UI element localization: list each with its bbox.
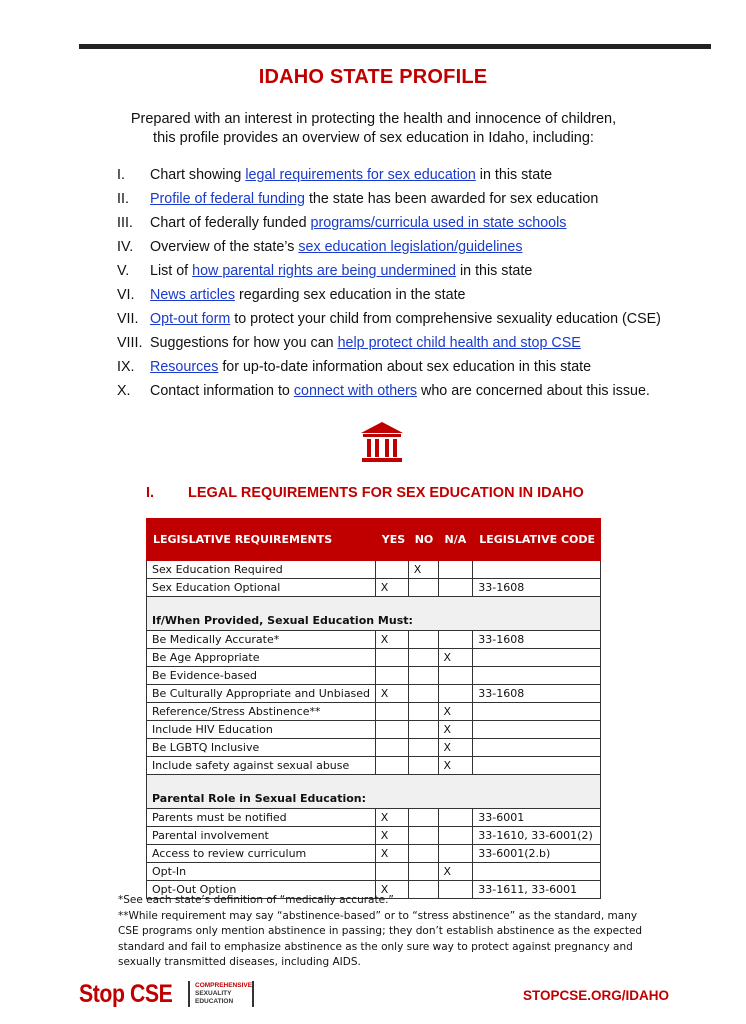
code-cell xyxy=(473,667,601,685)
requirement-cell: Be Evidence-based xyxy=(147,667,376,685)
table-row xyxy=(147,631,601,649)
table-of-contents xyxy=(117,166,717,406)
table-row xyxy=(147,827,601,845)
toc-text xyxy=(150,214,566,232)
table-row xyxy=(147,721,601,739)
code-cell xyxy=(473,649,601,667)
toc-item xyxy=(117,286,717,310)
logo-tagline xyxy=(188,981,254,1007)
top-rule xyxy=(79,44,711,49)
header-na: N/A xyxy=(438,519,473,561)
toc-item xyxy=(117,310,717,334)
toc-text xyxy=(150,166,552,184)
code-cell xyxy=(473,721,601,739)
toc-number: IX. xyxy=(117,359,135,375)
requirement-cell: Parental involvement xyxy=(147,827,376,845)
table-row xyxy=(147,863,601,881)
no-cell xyxy=(408,579,438,597)
toc-text-after: in this state xyxy=(456,263,533,279)
toc-number: VII. xyxy=(117,311,139,327)
no-cell: X xyxy=(408,561,438,579)
no-cell xyxy=(408,845,438,863)
toc-link[interactable]: Profile of federal funding xyxy=(150,191,305,207)
no-cell xyxy=(408,863,438,881)
toc-item xyxy=(117,262,717,286)
table-section-label: If/When Provided, Sexual Education Must: xyxy=(147,597,601,631)
code-cell: 33-6001(2.b) xyxy=(473,845,601,863)
no-cell xyxy=(408,649,438,667)
yes-cell xyxy=(375,863,408,881)
code-cell xyxy=(473,561,601,579)
toc-text-after: for up-to-date information about sex education in this state xyxy=(218,359,592,375)
toc-item xyxy=(117,358,717,382)
yes-cell xyxy=(375,757,408,775)
toc-link[interactable]: sex education legislation/guidelines xyxy=(298,239,523,255)
toc-item xyxy=(117,334,717,358)
toc-text-before: Overview of the state’s xyxy=(150,239,299,255)
toc-text-before: List of xyxy=(150,263,193,279)
toc-number: X. xyxy=(117,383,131,399)
toc-text-before: Chart of federally funded xyxy=(150,215,311,231)
toc-link[interactable]: help protect child health and stop CSE xyxy=(337,335,581,351)
toc-item xyxy=(117,190,717,214)
na-cell: X xyxy=(438,863,473,881)
toc-number: VIII. xyxy=(117,335,143,351)
toc-link[interactable]: how parental rights are being undermined xyxy=(192,263,456,279)
no-cell xyxy=(408,631,438,649)
toc-link[interactable]: News articles xyxy=(150,287,236,303)
toc-number: V. xyxy=(117,263,130,279)
footnote-1: *See each state’s definition of “medically accurate.” xyxy=(118,894,394,906)
na-cell: X xyxy=(438,649,473,667)
footer-url: STOPCSE.ORG/IDAHO xyxy=(523,988,670,1003)
footnotes xyxy=(118,893,658,971)
toc-text-before: Suggestions for how you can xyxy=(150,335,338,351)
na-cell xyxy=(438,845,473,863)
logo-line-3: EDUCATION xyxy=(195,998,234,1005)
toc-item xyxy=(117,166,717,190)
requirement-cell: Reference/Stress Abstinence** xyxy=(147,703,376,721)
code-cell: 33-6001 xyxy=(473,809,601,827)
toc-link[interactable]: Resources xyxy=(150,359,219,375)
requirement-cell: Opt-In xyxy=(147,863,376,881)
footnote-2: **While requirement may say “abstinence-based” or to “stress abstinence” as the standard, many CSE programs only mention abstinence in passing; they don’t establish abstinence as the expected standard and fail to emphasize abstinence as the only sure way to protect against pregnancy and sexually transmitted diseases, including AIDS. xyxy=(118,909,643,968)
logo-wordmark: Stop CSE xyxy=(79,980,173,1008)
yes-cell xyxy=(375,667,408,685)
no-cell xyxy=(408,703,438,721)
toc-text xyxy=(150,238,522,256)
toc-text xyxy=(150,358,591,376)
na-cell xyxy=(438,561,473,579)
table-row xyxy=(147,561,601,579)
requirement-cell: Opt-Out Option xyxy=(147,881,376,899)
header-code: LEGISLATIVE CODE xyxy=(473,519,601,561)
na-cell: X xyxy=(438,703,473,721)
na-cell xyxy=(438,809,473,827)
code-cell: 33-1611, 33-6001 xyxy=(473,881,601,899)
code-cell: 33-1608 xyxy=(473,631,601,649)
na-cell xyxy=(438,631,473,649)
table-row xyxy=(147,667,601,685)
code-cell: 33-1610, 33-6001(2) xyxy=(473,827,601,845)
toc-link[interactable]: programs/curricula used in state schools xyxy=(310,215,567,231)
requirement-cell: Sex Education Required xyxy=(147,561,376,579)
intro-line-2: this profile provides an overview of sex education in Idaho, including: xyxy=(153,130,594,146)
na-cell: X xyxy=(438,721,473,739)
table-row xyxy=(147,809,601,827)
toc-item xyxy=(117,214,717,238)
section-title: LEGAL REQUIREMENTS FOR SEX EDUCATION IN IDAHO xyxy=(188,485,584,501)
yes-cell: X xyxy=(375,685,408,703)
toc-text-before: Chart showing xyxy=(150,167,246,183)
table-row xyxy=(147,579,601,597)
requirement-cell: Sex Education Optional xyxy=(147,579,376,597)
toc-item xyxy=(117,238,717,262)
table-section-label: Parental Role in Sexual Education: xyxy=(147,775,601,809)
table-row xyxy=(147,649,601,667)
yes-cell: X xyxy=(375,809,408,827)
yes-cell: X xyxy=(375,845,408,863)
requirement-cell: Access to review curriculum xyxy=(147,845,376,863)
capitol-building-icon xyxy=(359,420,405,466)
header-requirements: LEGISLATIVE REQUIREMENTS xyxy=(147,519,376,561)
requirement-cell: Be LGBTQ Inclusive xyxy=(147,739,376,757)
page-title: IDAHO STATE PROFILE xyxy=(258,66,488,88)
table-section-row xyxy=(147,775,601,809)
code-cell xyxy=(473,757,601,775)
no-cell xyxy=(408,757,438,775)
no-cell xyxy=(408,685,438,703)
toc-text-after: to protect your child from comprehensive sexuality education (CSE) xyxy=(230,311,661,327)
toc-text xyxy=(150,190,598,208)
code-cell: 33-1608 xyxy=(473,579,601,597)
table-row xyxy=(147,739,601,757)
header-yes: YES xyxy=(375,519,408,561)
requirement-cell: Include safety against sexual abuse xyxy=(147,757,376,775)
yes-cell: X xyxy=(375,881,408,899)
table-row xyxy=(147,685,601,703)
toc-text xyxy=(150,382,650,400)
no-cell xyxy=(408,667,438,685)
table-row xyxy=(147,757,601,775)
toc-text xyxy=(150,334,581,352)
yes-cell: X xyxy=(375,631,408,649)
toc-number: II. xyxy=(117,191,129,207)
toc-link[interactable]: legal requirements for sex education xyxy=(245,167,476,183)
header-no: NO xyxy=(408,519,438,561)
toc-number: VI. xyxy=(117,287,135,303)
no-cell xyxy=(408,809,438,827)
requirement-cell: Be Medically Accurate* xyxy=(147,631,376,649)
table-row xyxy=(147,703,601,721)
requirement-cell: Be Age Appropriate xyxy=(147,649,376,667)
no-cell xyxy=(408,721,438,739)
yes-cell: X xyxy=(375,827,408,845)
table-section-row xyxy=(147,597,601,631)
na-cell xyxy=(438,685,473,703)
intro-text xyxy=(79,110,668,148)
section-number: I. xyxy=(146,485,155,501)
intro-line-1: Prepared with an interest in protecting the health and innocence of children, xyxy=(130,111,617,127)
toc-item xyxy=(117,382,717,406)
yes-cell xyxy=(375,739,408,757)
requirement-cell: Parents must be notified xyxy=(147,809,376,827)
yes-cell xyxy=(375,721,408,739)
table-header-row xyxy=(147,519,601,561)
yes-cell xyxy=(375,703,408,721)
toc-link[interactable]: connect with others xyxy=(293,383,418,399)
logo-line-2: SEXUALITY xyxy=(195,990,232,997)
na-cell xyxy=(438,667,473,685)
toc-text-after: in this state xyxy=(475,167,553,183)
code-cell xyxy=(473,863,601,881)
yes-cell: X xyxy=(375,579,408,597)
yes-cell xyxy=(375,649,408,667)
toc-text xyxy=(150,262,532,280)
toc-number: III. xyxy=(117,215,133,231)
toc-text xyxy=(150,310,661,328)
na-cell: X xyxy=(438,757,473,775)
toc-link[interactable]: Opt-out form xyxy=(150,311,231,327)
toc-text-after: who are concerned about this issue. xyxy=(417,383,650,399)
na-cell: X xyxy=(438,739,473,757)
toc-text-before: Contact information to xyxy=(150,383,294,399)
requirement-cell: Be Culturally Appropriate and Unbiased xyxy=(147,685,376,703)
toc-text xyxy=(150,286,466,304)
code-cell: 33-1608 xyxy=(473,685,601,703)
code-cell xyxy=(473,739,601,757)
toc-text-after: the state has been awarded for sex education xyxy=(304,191,599,207)
toc-text-after: regarding sex education in the state xyxy=(235,287,466,303)
table-row xyxy=(147,845,601,863)
toc-number: I. xyxy=(117,167,125,183)
legal-requirements-table xyxy=(146,518,601,899)
yes-cell xyxy=(375,561,408,579)
no-cell xyxy=(408,827,438,845)
logo-line-1: COMPREHENSIVE xyxy=(195,982,253,989)
requirement-cell: Include HIV Education xyxy=(147,721,376,739)
na-cell xyxy=(438,827,473,845)
code-cell xyxy=(473,703,601,721)
no-cell xyxy=(408,739,438,757)
toc-number: IV. xyxy=(117,239,134,255)
na-cell xyxy=(438,579,473,597)
